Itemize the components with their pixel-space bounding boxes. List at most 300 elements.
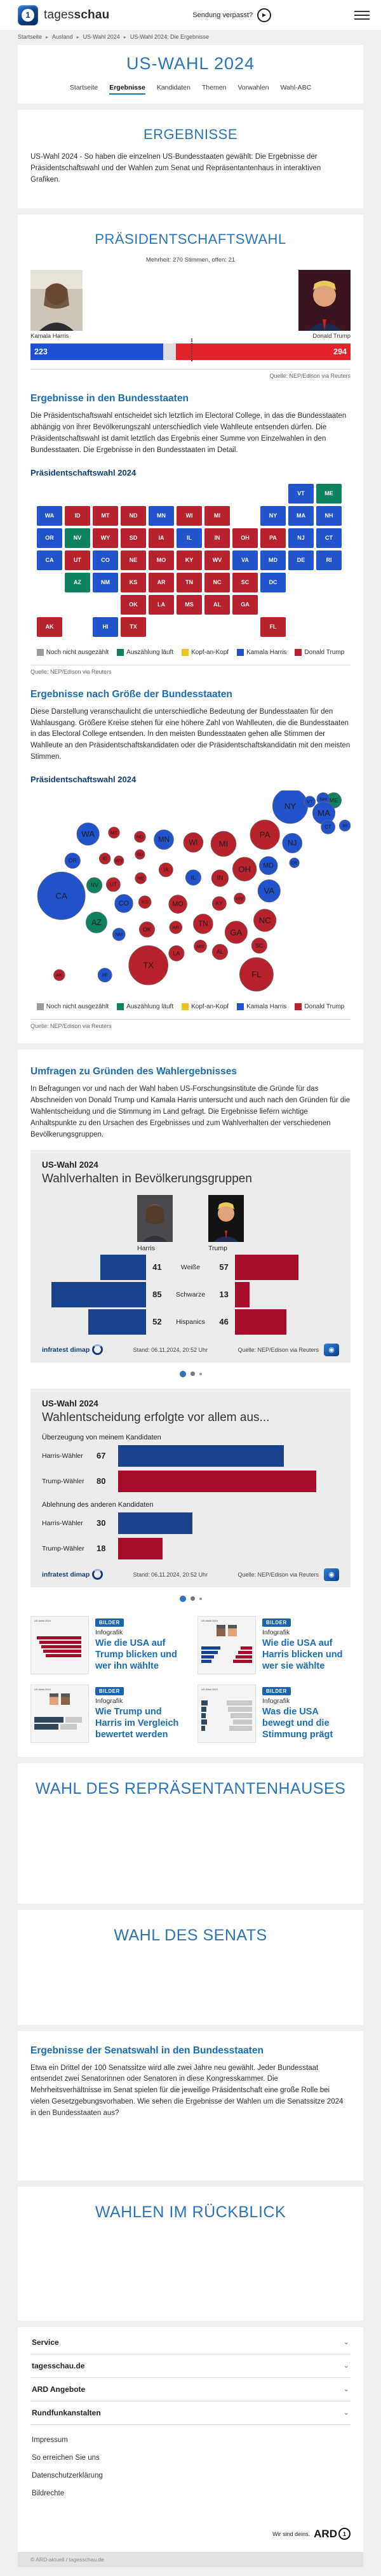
trump-name: Donald Trump — [312, 333, 351, 340]
thumb-bar-row — [201, 1651, 252, 1654]
teaser-kicker: Infografik — [95, 1697, 123, 1705]
candidate-trump — [298, 270, 351, 340]
footer-links — [30, 2425, 351, 2502]
voter-label: Harris-Wähler — [42, 1452, 83, 1460]
state-IL[interactable]: IL — [177, 528, 202, 548]
bubble-OH[interactable] — [232, 857, 257, 881]
legend-item — [182, 649, 229, 656]
carousel-dot-active[interactable] — [180, 1596, 186, 1602]
state-AL[interactable]: AL — [204, 595, 230, 615]
svg-text:MT: MT — [110, 829, 118, 836]
legend-swatch — [295, 649, 302, 656]
teaser-kicker: Infografik — [262, 1697, 290, 1705]
state-MA[interactable]: MA — [288, 506, 314, 526]
tab-kandidaten[interactable]: Kandidaten — [156, 84, 190, 91]
teaser-item[interactable] — [197, 1685, 351, 1743]
thumb-bar-row — [201, 1660, 252, 1663]
svg-text:SD: SD — [137, 851, 144, 857]
state-NE[interactable]: NE — [121, 551, 146, 570]
infratest-dimap-logo: infratest dimap — [42, 1344, 103, 1355]
state-SD[interactable]: SD — [121, 528, 146, 548]
state-MD[interactable]: MD — [260, 551, 286, 570]
bubble-KY[interactable] — [212, 897, 226, 911]
breadcrumb-item[interactable]: Startseite — [18, 34, 43, 40]
bubble-HI[interactable] — [98, 968, 112, 982]
voter-bar — [118, 1445, 284, 1467]
teaser-thumbnail — [30, 1685, 89, 1743]
demographics-chart-panel — [30, 1150, 351, 1363]
svg-text:DE: DE — [291, 860, 298, 866]
bubble-MS[interactable] — [194, 940, 207, 952]
thumb-bar-row — [201, 1707, 252, 1712]
teaser-item[interactable] — [30, 1685, 184, 1743]
voter-value: 67 — [97, 1451, 106, 1461]
footer-accordion-tagesschaude[interactable] — [30, 2354, 351, 2378]
state-MO[interactable]: MO — [149, 551, 174, 570]
footer-accordion-ardangebote[interactable] — [30, 2378, 351, 2401]
legend-swatch — [117, 649, 124, 656]
size-section-heading: Ergebnisse nach Größe der Bundesstaaten — [30, 688, 232, 700]
carousel-dot[interactable] — [199, 1373, 202, 1375]
bubble-WY[interactable] — [114, 856, 124, 865]
teaser-kicker: Infografik — [95, 1628, 123, 1636]
bubble-NJ[interactable] — [283, 833, 302, 853]
open-votes-bar — [163, 344, 176, 360]
reasons-chart-panel — [30, 1389, 351, 1587]
thumb-photo — [50, 1693, 58, 1705]
bubble-RI[interactable] — [339, 820, 351, 831]
teaser-item[interactable] — [30, 1616, 184, 1674]
bilder-badge: BILDER — [262, 1687, 291, 1695]
ard-claim: Wir sind deins. — [272, 2530, 311, 2537]
teaser-text — [262, 1685, 351, 1743]
voter-value: 30 — [97, 1518, 106, 1528]
category-label: Hispanics — [176, 1318, 205, 1326]
carousel-dot-active[interactable] — [180, 1371, 186, 1377]
legend-item — [37, 1003, 109, 1010]
state-WA[interactable]: WA — [37, 506, 62, 526]
footer-accordion-service[interactable] — [30, 2331, 351, 2354]
praesident-title: PRÄSIDENTSCHAFTSWAHL — [95, 231, 286, 248]
voter-bar — [118, 1512, 192, 1534]
missed-broadcast-link[interactable] — [192, 8, 271, 22]
carousel-dot[interactable] — [199, 1598, 202, 1600]
states-section-text: Die Präsidentschaftswahl entscheidet sich letztlich im Electoral College, in das die Bundesstaaten abhängig von ihrer Bevölkerungszahl unterschiedlich viele Wahlleute entsenden dürfen. Die Präsidentschaftswahl ist damit letztlich das Ergebnis einer Summe von Einzelwahlen in den Bundesstaaten. Die Ergebnisse in den Bundesstaaten im Detail. — [30, 412, 347, 454]
tab-ergebnisse[interactable]: Ergebnisse — [109, 84, 145, 95]
svg-text:NV: NV — [90, 881, 98, 888]
panel1-harris-caption: Harris — [137, 1244, 155, 1252]
voter-value: 18 — [97, 1544, 106, 1554]
bubble-WV[interactable] — [234, 893, 246, 904]
electoral-result-bar — [30, 344, 351, 360]
bubble-VT[interactable] — [304, 796, 316, 808]
teaser-item[interactable] — [197, 1616, 351, 1674]
state-IN[interactable]: IN — [204, 528, 230, 548]
legend-label: Kamala Harris — [246, 1003, 287, 1011]
harris-small-photo — [137, 1195, 173, 1242]
thumb-bar-gray — [65, 1717, 82, 1723]
carousel-dot[interactable] — [190, 1371, 195, 1376]
voter-label: Trump-Wähler — [42, 1544, 84, 1552]
legend-swatch — [237, 1003, 244, 1010]
footer-link[interactable]: Impressum — [32, 2436, 68, 2444]
bubble-AR[interactable] — [170, 921, 182, 933]
legend-swatch — [182, 1003, 189, 1010]
state-ME[interactable]: ME — [316, 484, 342, 504]
footer-link[interactable]: Bildrechte — [32, 2489, 65, 2497]
thumb-bar — [39, 1641, 81, 1644]
footer — [18, 2327, 363, 2552]
senate-embed-placeholder — [30, 1954, 351, 2011]
demographics-rows — [42, 1255, 339, 1335]
thumb-photo — [228, 1625, 237, 1636]
thumb-bar-dark — [34, 1717, 64, 1723]
bubble-NC[interactable] — [253, 909, 276, 931]
svg-text:OK: OK — [142, 926, 152, 933]
bubble-CT[interactable] — [321, 820, 335, 834]
harris-bar-cell — [42, 1255, 146, 1280]
svg-text:MS: MS — [196, 943, 204, 949]
state-MS[interactable]: MS — [177, 595, 202, 615]
bubble-MO[interactable] — [169, 895, 187, 913]
harris-value: 41 — [152, 1262, 162, 1272]
thumb-bar-left — [201, 1646, 220, 1650]
thumb-bar-gray — [229, 1726, 252, 1731]
state-NH[interactable]: NH — [316, 506, 342, 526]
missed-label: Sendung verpasst? — [192, 11, 253, 19]
state-CA[interactable]: CA — [37, 551, 62, 570]
svg-text:MI: MI — [218, 839, 229, 849]
svg-text:IA: IA — [163, 867, 169, 873]
svg-text:CA: CA — [55, 891, 67, 901]
state-KY[interactable]: KY — [177, 551, 202, 570]
state-AK[interactable]: AK — [37, 617, 62, 637]
svg-text:NJ: NJ — [288, 839, 297, 848]
infratest-dimap-logo: infratest dimap — [42, 1569, 103, 1580]
harris-bar — [100, 1255, 146, 1280]
thumb-bar-gray — [228, 1707, 252, 1712]
state-TX[interactable]: TX — [121, 617, 146, 637]
state-VA[interactable]: VA — [232, 551, 258, 570]
thumb-bar-gray — [231, 1713, 252, 1718]
state-CT[interactable]: CT — [316, 528, 342, 548]
panel2-title: Wahlentscheidung erfolgte vor allem aus... — [42, 1410, 270, 1424]
svg-text:ID: ID — [102, 855, 108, 862]
map-legend — [30, 649, 351, 656]
state-ID[interactable]: ID — [65, 506, 90, 526]
svg-text:WY: WY — [115, 857, 123, 864]
thumb-bars — [201, 1692, 252, 1738]
state-NJ[interactable]: NJ — [288, 528, 314, 548]
tab-vorwahlen[interactable]: Vorwahlen — [237, 84, 269, 91]
carousel-dot[interactable] — [190, 1596, 195, 1601]
bubble-UT[interactable] — [106, 878, 120, 891]
svg-text:UT: UT — [109, 881, 117, 888]
bubble-SD[interactable] — [135, 850, 145, 859]
bubble-IN[interactable] — [211, 870, 229, 887]
senate-results-text: Etwa ein Drittel der 100 Senatssitze wird alle zwei Jahre neu gewählt. Jeder Bundesstaat entsendet zwei Senatorinnen oder Senatoren in diese Kongresskammer. Die Mehrheitsverhältnisse im Senat spielen für die jeweilige Präsidentschaft eine große Rolle bei vielen Gesetzgebungsvorhaben. Wie sehen die Ergebnisse der Wahlen um die Senatssitze 2024 in den Bundesstaaten aus? — [30, 2064, 344, 2117]
state-AZ[interactable]: AZ — [65, 573, 90, 592]
thumb-bar-row — [201, 1646, 252, 1650]
bubble-AL[interactable] — [212, 944, 227, 959]
state-HI[interactable]: HI — [93, 617, 118, 637]
state-LA[interactable]: LA — [149, 595, 174, 615]
accordion-label: Rundfunkanstalten — [32, 2408, 101, 2417]
bubble-SC[interactable] — [251, 938, 267, 953]
thumb-bar-gray — [227, 1700, 252, 1705]
bubble-KS[interactable] — [138, 896, 151, 909]
panel1-footer — [42, 1344, 339, 1356]
bubble-MD[interactable] — [259, 857, 277, 875]
accordion-label: tagesschau.de — [32, 2361, 85, 2370]
house-embed-placeholder — [30, 1807, 351, 1890]
bubble-TX[interactable] — [129, 945, 168, 985]
reason-row — [42, 1538, 339, 1559]
teaser-title[interactable]: Was die USA bewegt und die Stimmung prägt — [262, 1706, 333, 1740]
us-states-map — [37, 484, 344, 643]
bubble-WI[interactable] — [184, 832, 203, 852]
state-OH[interactable]: OH — [232, 528, 258, 548]
state-NC[interactable]: NC — [204, 573, 230, 592]
state-WV[interactable]: WV — [204, 551, 230, 570]
thumb-bar-gray — [233, 1719, 252, 1725]
bubble-ND[interactable] — [135, 831, 146, 843]
thumb-bar-left — [201, 1660, 211, 1663]
state-GA[interactable]: GA — [232, 595, 258, 615]
tab-themen[interactable]: Themen — [201, 84, 227, 91]
bubble-IL[interactable] — [185, 870, 201, 885]
source-note: Quelle: NEP/Edison via Reuters — [30, 668, 112, 675]
state-CO[interactable]: CO — [93, 551, 118, 570]
legend-swatch — [117, 1003, 124, 1010]
breadcrumb-item[interactable]: US-Wahl 2024 — [83, 34, 120, 40]
trump-value: 46 — [219, 1317, 229, 1327]
legend-label: Noch nicht ausgezählt — [46, 1003, 109, 1011]
play-icon[interactable]: ▶ — [257, 8, 271, 22]
teaser-title[interactable]: Wie die USA auf Harris blicken und wer sie wählte — [262, 1638, 343, 1671]
praesidentschaftswahl-card — [18, 215, 363, 1043]
breadcrumb-separator-icon: ▸ — [123, 34, 126, 40]
review-title: WAHLEN IM RÜCKBLICK — [95, 2203, 286, 2221]
carousel-dots — [30, 1587, 351, 1605]
tab-wahlabc[interactable]: Wahl-ABC — [280, 84, 312, 91]
svg-text:WV: WV — [236, 895, 244, 902]
source-note: Quelle: NEP/Edison via Reuters — [269, 373, 351, 380]
ergebnisse-title: ERGEBNISSE — [143, 126, 238, 142]
panel2-source: Quelle: NEP/Edison via Reuters — [237, 1571, 319, 1578]
bubble-ID[interactable] — [99, 853, 110, 864]
teaser-title[interactable]: Wie Trump und Harris im Vergleich bewertet werden — [95, 1706, 179, 1740]
svg-text:NH: NH — [319, 796, 327, 802]
legend-swatch — [182, 649, 189, 656]
bubble-CA[interactable] — [37, 872, 85, 919]
teaser-title[interactable]: Wie die USA auf Trump blicken und wer ihn wählte — [95, 1638, 177, 1671]
bubble-MT[interactable] — [109, 827, 120, 838]
source-note: Quelle: NEP/Edison via Reuters — [30, 1023, 112, 1030]
state-NM[interactable]: NM — [93, 573, 118, 592]
bubble-NM[interactable] — [112, 928, 125, 940]
footer-accordions — [30, 2331, 351, 2425]
state-FL[interactable]: FL — [260, 617, 286, 637]
thumb-bar-row — [34, 1717, 85, 1723]
breadcrumb-separator-icon: ▸ — [76, 34, 79, 40]
thumb-bar-row — [201, 1655, 252, 1658]
thumb-square — [201, 1707, 206, 1712]
legend-label: Kamala Harris — [246, 648, 287, 656]
svg-text:OH: OH — [238, 864, 251, 874]
category-label: Schwarze — [175, 1290, 206, 1298]
trump-bar — [235, 1255, 298, 1280]
trump-value: 13 — [219, 1290, 229, 1300]
bubble-GA[interactable] — [225, 921, 247, 943]
bubble-NY[interactable] — [272, 791, 307, 824]
bubble-chart-label: Präsidentschaftswahl 2024 — [30, 774, 137, 784]
states-section-heading: Ergebnisse in den Bundesstaaten — [30, 393, 189, 404]
house-title: WAHL DES REPRÄSENTANTENHAUSES — [35, 1779, 346, 1798]
state-NV[interactable]: NV — [65, 528, 90, 548]
bubble-AZ[interactable] — [86, 912, 107, 933]
panel2-footer — [42, 1568, 339, 1581]
state-PA[interactable]: PA — [260, 528, 286, 548]
bubble-NE[interactable] — [135, 872, 147, 884]
breadcrumb-item[interactable]: US-Wahl 2024: Die Ergebnisse — [130, 34, 210, 40]
thumb-bar-right — [238, 1651, 252, 1654]
svg-text:IN: IN — [217, 874, 224, 882]
svg-text:AL: AL — [216, 948, 224, 955]
teaser-kicker: Infografik — [262, 1628, 290, 1636]
ard-wordmark — [30, 2528, 351, 2540]
state-DC[interactable]: DC — [260, 573, 286, 592]
svg-text:TX: TX — [143, 960, 154, 970]
svg-text:MO: MO — [172, 900, 184, 908]
bubble-MI[interactable] — [211, 831, 236, 857]
footer-link[interactable]: So erreichen Sie uns — [32, 2453, 100, 2462]
bubble-TN[interactable] — [193, 914, 213, 933]
state-OR[interactable]: OR — [37, 528, 62, 548]
bubble-OR[interactable] — [65, 853, 80, 868]
bubble-IA[interactable] — [159, 863, 173, 877]
thumb-header-text: US-Wahl 2024 — [201, 1618, 218, 1622]
thumb-bars — [34, 1707, 85, 1738]
bubble-DE[interactable] — [290, 858, 299, 867]
bubble-VA[interactable] — [258, 879, 280, 902]
panel2-kicker: US-Wahl 2024 — [42, 1398, 98, 1408]
trump-value: 57 — [219, 1262, 229, 1272]
state-IA[interactable]: IA — [149, 528, 174, 548]
bubble-MN[interactable] — [154, 830, 174, 850]
trump-bar-cell — [235, 1255, 339, 1280]
reason-row — [42, 1512, 339, 1534]
breadcrumb-separator-icon: ▸ — [46, 34, 49, 40]
footer-link[interactable]: Datenschutzerklärung — [32, 2471, 103, 2479]
menu-icon[interactable] — [354, 11, 370, 20]
state-ND[interactable]: ND — [121, 506, 146, 526]
senate-results-embed-placeholder — [30, 2128, 351, 2166]
svg-text:KY: KY — [215, 900, 223, 907]
svg-text:OR: OR — [68, 857, 77, 864]
demographics-row — [42, 1309, 339, 1335]
trump-votes: 294 — [333, 347, 347, 357]
rueckblick-card — [18, 2187, 363, 2321]
candidates-row — [30, 270, 351, 340]
state-KS[interactable]: KS — [121, 573, 146, 592]
thumb-square — [201, 1713, 206, 1718]
state-DE[interactable]: DE — [288, 551, 314, 570]
svg-text:PA: PA — [259, 829, 271, 839]
ergebnisse-intro: US-Wahl 2024 - So haben die einzelnen US-Bundesstaaten gewählt: Die Ergebnisse der Präsidentschaftswahl und der Wahlen zum Senat und Repräsentantenhaus in interaktiven Grafiken. — [30, 153, 321, 184]
teaser-thumbnail — [197, 1685, 256, 1743]
state-UT[interactable]: UT — [65, 551, 90, 570]
state-TN[interactable]: TN — [177, 573, 202, 592]
thumb-bar-right — [236, 1655, 252, 1658]
svg-text:WI: WI — [189, 838, 198, 847]
size-section-text: Diese Darstellung veranschaulicht die unterschiedliche Bedeutung der Bundesstaaten für den Wahlausgang. Größere Kreise stehen für eine höhere Zahl von Wahlleuten, die die Bundesstaaten in das Electoral College entsenden. In den meisten Bundesstaaten gehen alle Stimmen der Wahlleute an den Präsidentschaftskandidaten oder die Präsidentschaftskandidatin mit den meisten Stimmen. — [30, 707, 351, 761]
state-OK[interactable]: OK — [121, 595, 146, 615]
state-SC[interactable]: SC — [232, 573, 258, 592]
bilder-badge: BILDER — [262, 1618, 291, 1627]
bubble-NV[interactable] — [86, 878, 102, 893]
thumb-bar-right — [241, 1646, 252, 1650]
legend-label: Kopf-an-Kopf — [191, 1003, 229, 1011]
accordion-label: Service — [32, 2337, 59, 2347]
bubble-PA[interactable] — [250, 820, 279, 849]
state-MT[interactable]: MT — [93, 506, 118, 526]
map-chart-label: Präsidentschaftswahl 2024 — [30, 467, 137, 477]
reason-row — [42, 1471, 339, 1492]
title-card — [18, 45, 363, 103]
state-VT[interactable]: VT — [288, 484, 314, 504]
state-NY[interactable]: NY — [260, 506, 286, 526]
thumb-bar-left — [201, 1651, 218, 1654]
majority-note: Mehrheit: 270 Stimmen, offen: 21 — [145, 257, 236, 264]
bubble-OK[interactable] — [139, 921, 154, 937]
bubble-WA[interactable] — [77, 823, 99, 845]
bubble-LA[interactable] — [169, 945, 184, 961]
bubble-AK[interactable] — [53, 970, 65, 981]
trump-votes-bar — [176, 344, 351, 360]
breadcrumb-item[interactable]: Ausland — [52, 34, 73, 40]
svg-text:NM: NM — [115, 931, 123, 937]
thumb-photo — [61, 1693, 70, 1705]
state-RI[interactable]: RI — [316, 551, 342, 570]
harris-votes: 223 — [34, 347, 48, 357]
brand-text: tagesschau — [44, 8, 110, 22]
state-MI[interactable]: MI — [204, 506, 230, 526]
legend-swatch — [295, 1003, 302, 1010]
svg-text:AZ: AZ — [91, 918, 102, 927]
state-AR[interactable]: AR — [149, 573, 174, 592]
harris-photo — [30, 270, 83, 331]
teaser-text — [95, 1685, 184, 1743]
footer-accordion-rundfunkanstalten[interactable] — [30, 2401, 351, 2425]
svg-text:WA: WA — [81, 829, 95, 839]
state-MN[interactable]: MN — [149, 506, 174, 526]
thumb-bar-left — [201, 1655, 214, 1658]
thumb-bar-right — [233, 1660, 252, 1663]
section-tabs — [18, 81, 363, 103]
thumb-bar-row — [201, 1726, 252, 1731]
bubble-FL[interactable] — [239, 958, 273, 991]
state-WI[interactable]: WI — [177, 506, 202, 526]
state-WY[interactable]: WY — [93, 528, 118, 548]
senate-results-heading: Ergebnisse der Senatswahl in den Bundesstaaten — [30, 2045, 264, 2056]
tab-startseite[interactable]: Startseite — [69, 84, 98, 91]
legend-label: Donald Trump — [304, 1003, 345, 1011]
legend-item — [37, 649, 109, 656]
tagesschau-logo[interactable] — [18, 5, 109, 25]
bubble-CO[interactable] — [115, 894, 133, 912]
trump-bar — [235, 1309, 286, 1335]
